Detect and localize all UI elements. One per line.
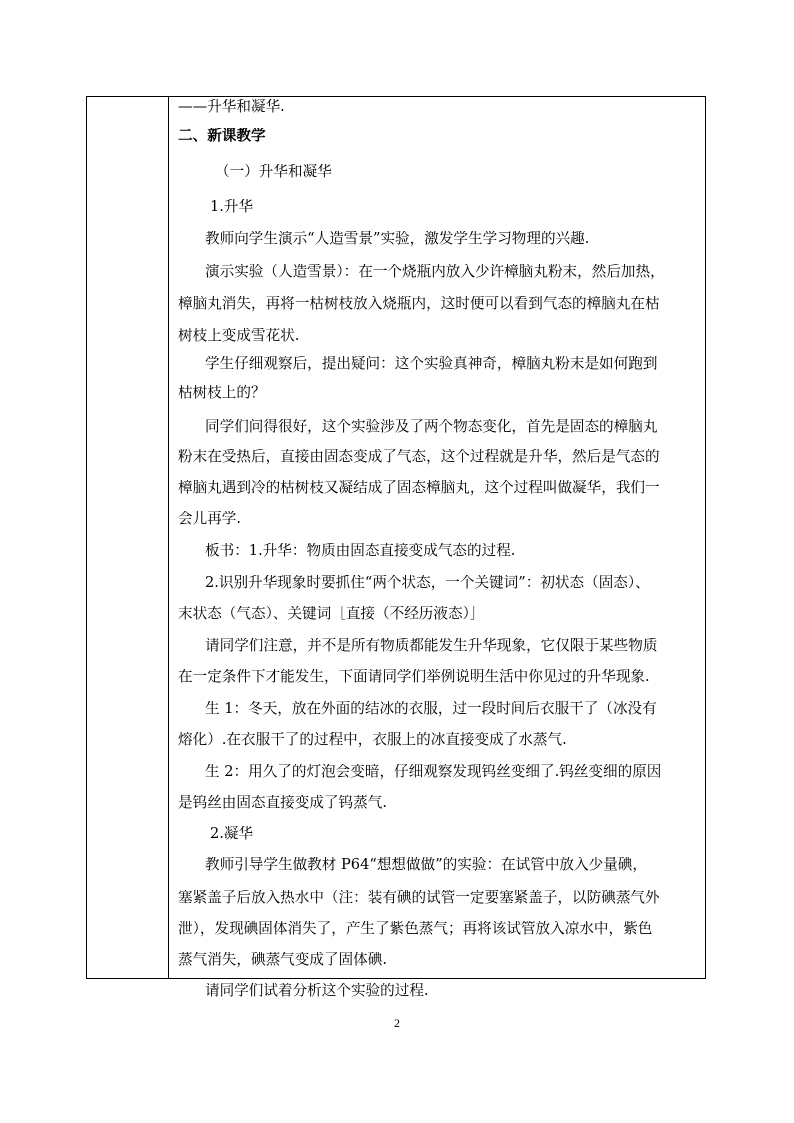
text-line: ——升华和凝华. (178, 99, 285, 115)
text-line: 塞紧盖子后放入热水中（注：装有碘的试管一定要塞紧盖子，以防碘蒸气外 (178, 890, 660, 906)
section-heading: 二、新课教学 (178, 128, 266, 144)
text-line: 请同学们试着分析这个实验的过程. (205, 983, 429, 999)
text-line: 蒸气消失，碘蒸气变成了固体碘. (178, 952, 387, 968)
text-line: 板书：1.升华：物质由固态直接变成气态的过程. (205, 543, 516, 559)
text-line: 教师向学生演示“人造雪景”实验，激发学生学习物理的兴趣. (205, 231, 590, 247)
text-line: 泄），发现碘固体消失了，产生了紫色蒸气；再将该试管放入凉水中，紫色 (178, 921, 653, 937)
text-line: 学生仔细观察后，提出疑问：这个实验真神奇，樟脑丸粉末是如何跑到 (205, 356, 658, 372)
text-line: 末状态（气态）、关键词［直接（不经历液态）］ (178, 606, 485, 622)
text-line: 会儿再学. (178, 511, 242, 527)
text-line: 在一定条件下才能发生，下面请同学们举例说明生活中你见过的升华现象. (178, 669, 650, 685)
text-line: 请同学们注意，并不是所有物质都能发生升华现象，它仅限于某些物质 (205, 638, 658, 654)
lesson-table (86, 96, 706, 999)
text-line: 生 2：用久了的灯泡会变暗，仔细观察发现钨丝变细了.钨丝变细的原因 (205, 764, 662, 780)
page-number: 2 (394, 1016, 400, 1030)
text-line: 同学们问得很好，这个实验涉及了两个物态变化，首先是固态的樟脑丸 (205, 419, 658, 435)
subsection-heading: （一）升华和凝华 (215, 164, 332, 180)
item-heading: 2.凝华 (210, 826, 254, 842)
item-heading: 1.升华 (210, 199, 254, 215)
left-column-cell (87, 97, 169, 978)
text-line: 熔化）.在衣服干了的过程中，衣服上的冰直接变成了水蒸气. (178, 732, 567, 748)
text-line: 枯树枝上的？ (178, 385, 266, 401)
text-line: 粉末在受热后，直接由固态变成了气态，这个过程就是升华，然后是气态的 (178, 449, 660, 465)
text-line: 樟脑丸遇到冷的枯树枝又凝结成了固态樟脑丸，这个过程叫做凝华，我们一 (178, 480, 660, 496)
text-line: 教师引导学生做教材 P64“想想做做”的实验：在试管中放入少量碘， (205, 857, 647, 873)
text-line: 生 1：冬天，放在外面的结冰的衣服，过一段时间后衣服干了（冰没有 (205, 701, 657, 717)
text-line: 演示实验（人造雪景）：在一个烧瓶内放入少许樟脑丸粉末，然后加热， (205, 264, 665, 280)
text-line: 樟脑丸消失，再将一枯树枝放入烧瓶内，这时便可以看到气态的樟脑丸在枯 (178, 296, 660, 312)
text-line: 2.识别升华现象时要抓住“两个状态，一个关键词”：初状态（固态）、 (205, 575, 650, 591)
text-line: 树枝上变成雪花状. (178, 328, 300, 344)
text-line: 是钨丝由固态直接变成了钨蒸气. (178, 795, 387, 811)
